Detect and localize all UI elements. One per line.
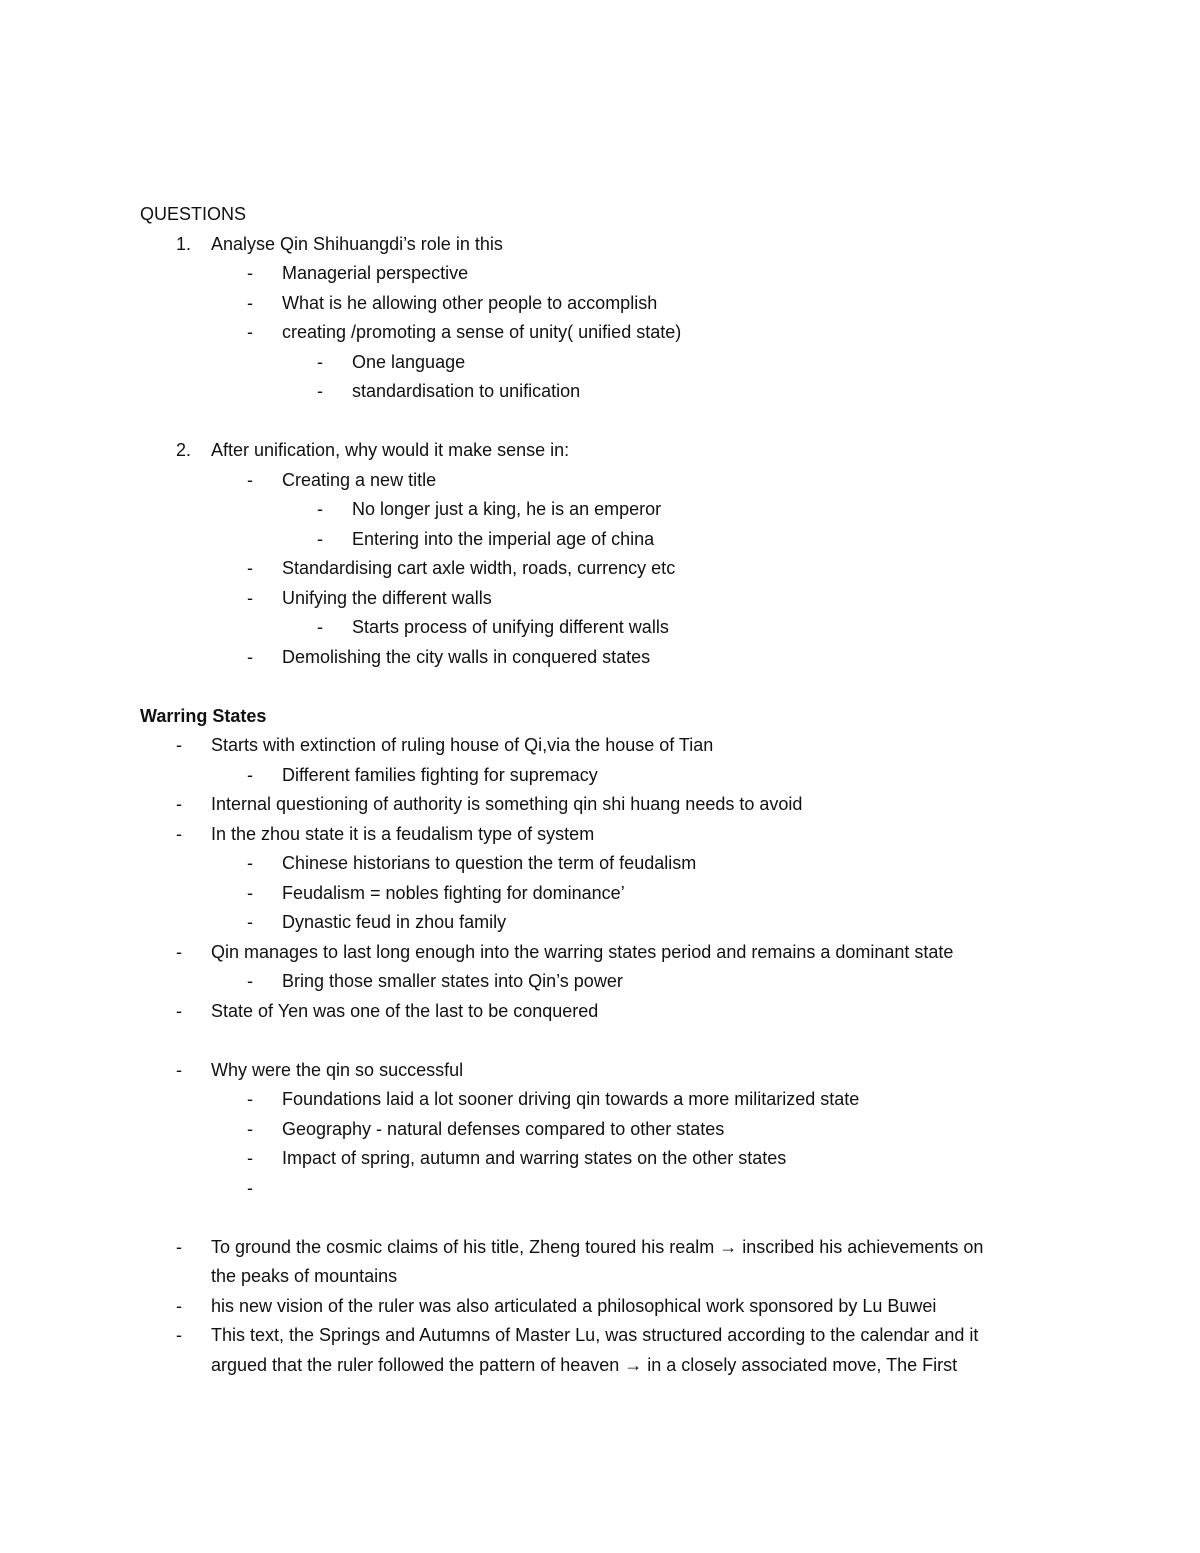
list-item — [0, 997, 1200, 1027]
item-text: Entering into the imperial age of china — [352, 528, 655, 549]
dash-bullet: - — [247, 322, 253, 342]
list-item — [0, 584, 1200, 614]
list-item — [0, 879, 1200, 909]
item-text: Different families fighting for supremacy — [282, 764, 598, 785]
section-heading — [0, 200, 1200, 230]
item-text: In the zhou state it is a feudalism type of system — [211, 823, 595, 844]
item-text: Geography - natural defenses compared to other states — [282, 1118, 725, 1139]
blank-line — [0, 407, 1200, 437]
list-item — [0, 731, 1200, 761]
dash-bullet: - — [247, 1177, 253, 1198]
dash-bullet: - — [247, 469, 253, 490]
item-text: Bring those smaller states into Qin’s power — [282, 971, 623, 991]
dash-bullet: - — [317, 381, 323, 401]
dash-bullet: - — [176, 823, 182, 844]
item-text: Qin manages to last long enough into the warring states period and remains a dominant state — [211, 941, 954, 962]
item-text: argued that the ruler followed the pattern of heaven → in a closely associated move, The First — [211, 1354, 958, 1375]
item-text: Impact of spring, autumn and warring states on the other states — [282, 1148, 787, 1168]
item-text: What is he allowing other people to accomplish — [282, 292, 658, 313]
item-text: Dynastic feud in zhou family — [282, 912, 507, 932]
list-item — [0, 525, 1200, 555]
item-text: Managerial perspective — [282, 263, 469, 283]
list-item — [0, 1174, 1200, 1204]
dash-bullet: - — [176, 1295, 182, 1316]
dash-bullet: - — [247, 971, 253, 991]
section-heading — [0, 702, 1200, 732]
item-text: Creating a new title — [282, 469, 437, 490]
item-text: creating /promoting a sense of unity( unified state) — [282, 322, 682, 342]
item-text: the peaks of mountains — [211, 1266, 398, 1286]
item-text: Analyse Qin Shihuangdi’s role in this — [211, 233, 503, 254]
list-item — [0, 908, 1200, 938]
heading-text: QUESTIONS — [140, 204, 247, 224]
dash-bullet: - — [176, 1059, 182, 1080]
heading-text: Warring States — [140, 705, 267, 726]
dash-bullet: - — [247, 1089, 253, 1109]
dash-bullet: - — [317, 499, 323, 519]
list-item — [0, 466, 1200, 496]
item-text: his new vision of the ruler was also articulated a philosophical work sponsored by Lu Buwei — [211, 1295, 937, 1316]
list-item — [0, 1292, 1200, 1322]
dash-bullet: - — [247, 853, 253, 873]
item-text: One language — [352, 351, 466, 372]
dash-bullet: - — [317, 617, 323, 637]
item-text: To ground the cosmic claims of his title, Zheng toured his realm → inscribed his achievements on — [211, 1236, 984, 1257]
item-text: Standardising cart axle width, roads, currency etc — [282, 558, 676, 578]
dash-bullet: - — [176, 1236, 182, 1257]
dash-bullet: - — [176, 794, 182, 814]
dash-bullet: - — [176, 941, 182, 962]
list-item — [0, 1144, 1200, 1174]
list-item — [0, 1115, 1200, 1145]
item-text: standardisation to unification — [352, 381, 581, 401]
list-item — [0, 849, 1200, 879]
list-item — [0, 820, 1200, 850]
blank-line — [0, 672, 1200, 702]
dash-bullet: - — [176, 1325, 182, 1345]
item-text: Demolishing the city walls in conquered states — [282, 646, 651, 667]
dash-bullet: - — [317, 351, 323, 372]
list-item — [0, 377, 1200, 407]
list-number: 1. — [176, 233, 192, 254]
dash-bullet: - — [247, 1148, 253, 1168]
dash-bullet: - — [247, 587, 253, 608]
item-text: Chinese historians to question the term of feudalism — [282, 853, 697, 873]
item-text: This text, the Springs and Autumns of Master Lu, was structured according to the calendar and it — [211, 1325, 979, 1345]
list-item — [0, 318, 1200, 348]
list-item — [0, 289, 1200, 319]
list-item — [0, 259, 1200, 289]
list-item — [0, 761, 1200, 791]
list-item — [0, 643, 1200, 673]
list-item — [0, 1085, 1200, 1115]
item-text: Feudalism = nobles fighting for dominance’ — [282, 882, 625, 903]
list-number: 2. — [176, 440, 192, 460]
item-text: Starts with extinction of ruling house of Qi,via the house of Tian — [211, 735, 714, 755]
blank-line — [0, 1203, 1200, 1233]
dash-bullet: - — [247, 292, 253, 313]
item-text: Unifying the different walls — [282, 587, 492, 608]
item-text: Why were the qin so successful — [211, 1059, 464, 1080]
list-item-continuation — [0, 1351, 1200, 1381]
list-item-continuation — [0, 1262, 1200, 1292]
item-text: Starts process of unifying different walls — [352, 617, 669, 637]
blank-line — [0, 1026, 1200, 1056]
dash-bullet: - — [247, 263, 253, 283]
item-text: No longer just a king, he is an emperor — [352, 499, 662, 519]
dash-bullet: - — [247, 646, 253, 667]
dash-bullet: - — [247, 1118, 253, 1139]
list-item — [0, 967, 1200, 997]
list-item — [0, 1233, 1200, 1263]
dash-bullet: - — [176, 1000, 182, 1021]
list-item — [0, 938, 1200, 968]
list-item — [0, 554, 1200, 584]
list-item — [0, 348, 1200, 378]
list-item — [0, 790, 1200, 820]
list-item — [0, 1056, 1200, 1086]
list-item — [0, 1321, 1200, 1351]
item-text: State of Yen was one of the last to be conquered — [211, 1000, 599, 1021]
dash-bullet: - — [247, 912, 253, 932]
dash-bullet: - — [317, 528, 323, 549]
list-item — [0, 495, 1200, 525]
dash-bullet: - — [247, 558, 253, 578]
list-item — [0, 230, 1200, 260]
item-text: Internal questioning of authority is something qin shi huang needs to avoid — [211, 794, 803, 814]
item-text: After unification, why would it make sense in: — [211, 440, 570, 460]
list-item — [0, 436, 1200, 466]
list-item — [0, 613, 1200, 643]
dash-bullet: - — [247, 764, 253, 785]
dash-bullet: - — [176, 735, 182, 755]
dash-bullet: - — [247, 882, 253, 903]
item-text: Foundations laid a lot sooner driving qin towards a more militarized state — [282, 1089, 860, 1109]
